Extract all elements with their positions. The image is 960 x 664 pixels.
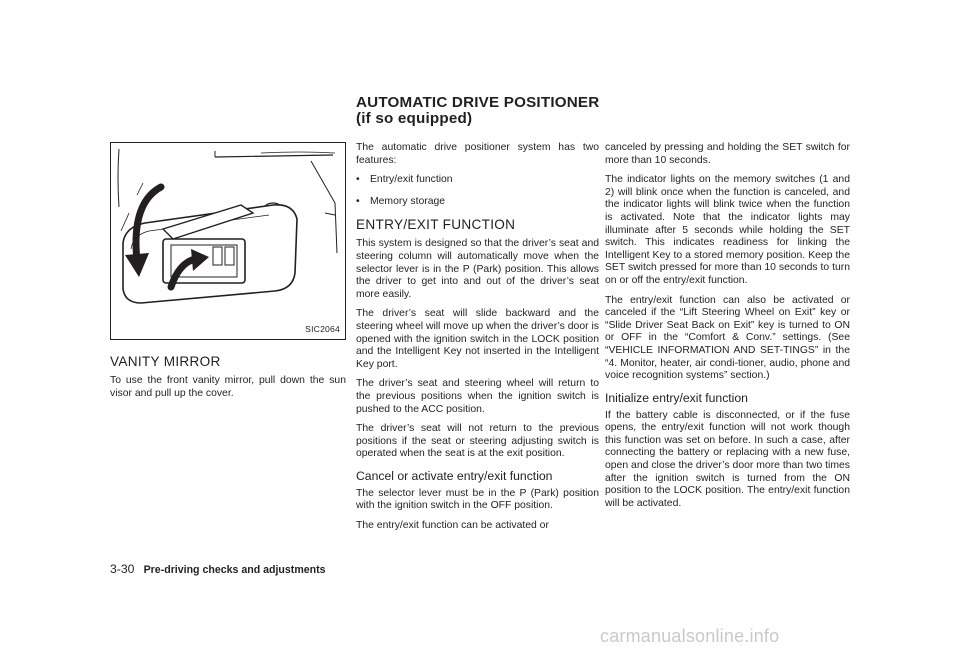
bullet-icon: • bbox=[356, 195, 360, 207]
sun-visor-vanity-mirror-illustration bbox=[111, 143, 345, 339]
bullet-icon: • bbox=[356, 174, 360, 186]
paragraph: The driver’s seat will not return to the previous positions if the seat or steering adjusting switch is operated when the seat is at the exit position. bbox=[356, 423, 599, 460]
paragraph: If the battery cable is disconnected, or if the fuse opens, the entry/exit function will not work though this function was set on before. In such a case, after connecting the battery or replacing with a new fuse, open and close the driver’s door more than two times after the ignition switch is turned from the ON position to the LOCK position. The entry/exit function will be activated. bbox=[605, 409, 850, 509]
paragraph: This system is designed so that the driver’s seat and steering column will automatically move when the selector lever is in the P (Park) position. This allows the driver to get into and out of the driver’s seat more easily. bbox=[356, 238, 599, 300]
paragraph: The driver’s seat will slide backward and the steering wheel will move up when the driver’s door is opened with the ignition switch in the LOCK position and the Intelligent Key not inserted in the Intelligent Key port. bbox=[356, 308, 599, 370]
page-footer bbox=[110, 562, 326, 576]
paragraph: The entry/exit function can be activated or bbox=[356, 520, 549, 532]
initialize-heading: Initialize entry/exit function bbox=[605, 390, 748, 405]
list-item bbox=[356, 174, 599, 187]
paragraph: The selector lever must be in the P (Park) position with the ignition switch in the OFF position. bbox=[356, 487, 599, 512]
paragraph: The entry/exit function can also be activated or canceled if the “Lift Steering Wheel on Exit” key or “Slide Driver Seat Back on Exit” key is turned to ON or OFF in the “Comfort & Conv.” settings. (See “VEHICLE INFORMATION AND SET-TINGS” in the “4. Monitor, heater, air condi-tioner, audio, phone and voice recognition systems” section.) bbox=[605, 294, 850, 382]
section-title: Pre-driving checks and adjustments bbox=[143, 564, 326, 576]
page-number: 3-30 bbox=[110, 562, 135, 576]
paragraph: The driver’s seat and steering wheel will return to the previous positions when the ignition switch is pushed to the ACC position. bbox=[356, 378, 599, 415]
vanity-mirror-text: To use the front vanity mirror, pull down the sun visor and pull up the cover. bbox=[110, 375, 346, 399]
cancel-activate-heading: Cancel or activate entry/exit function bbox=[356, 468, 553, 483]
middle-column bbox=[356, 142, 599, 540]
automatic-drive-positioner-heading: AUTOMATIC DRIVE POSITIONER (if so equipped) bbox=[356, 94, 600, 127]
vanity-mirror-figure bbox=[110, 142, 346, 340]
feature-list bbox=[356, 174, 599, 208]
left-column bbox=[110, 142, 346, 407]
paragraph: canceled by pressing and holding the SET switch for more than 10 seconds. bbox=[605, 142, 850, 166]
watermark: carmanualsonline.info bbox=[600, 626, 780, 646]
entry-exit-heading: ENTRY/EXIT FUNCTION bbox=[356, 217, 516, 233]
feature-label: Memory storage bbox=[370, 195, 446, 207]
feature-label: Entry/exit function bbox=[370, 174, 453, 186]
list-item bbox=[356, 196, 599, 209]
figure-code: SIC2064 bbox=[305, 324, 340, 335]
intro-text: The automatic drive positioner system has two features: bbox=[356, 142, 599, 166]
right-column bbox=[605, 142, 850, 517]
vanity-mirror-heading: VANITY MIRROR bbox=[110, 354, 221, 369]
paragraph: The indicator lights on the memory switches (1 and 2) will blink once when the function is canceled, and the indicator lights will blink twice when the function is activated. Note that the indicator lights may illuminate after 5 seconds while holding the SET switch. This indicates readiness for linking the Intelligent Key to a stored memory position. Keep the SET switch pressed for more than 10 seconds to turn on or off the entry/exit function. bbox=[605, 174, 850, 286]
